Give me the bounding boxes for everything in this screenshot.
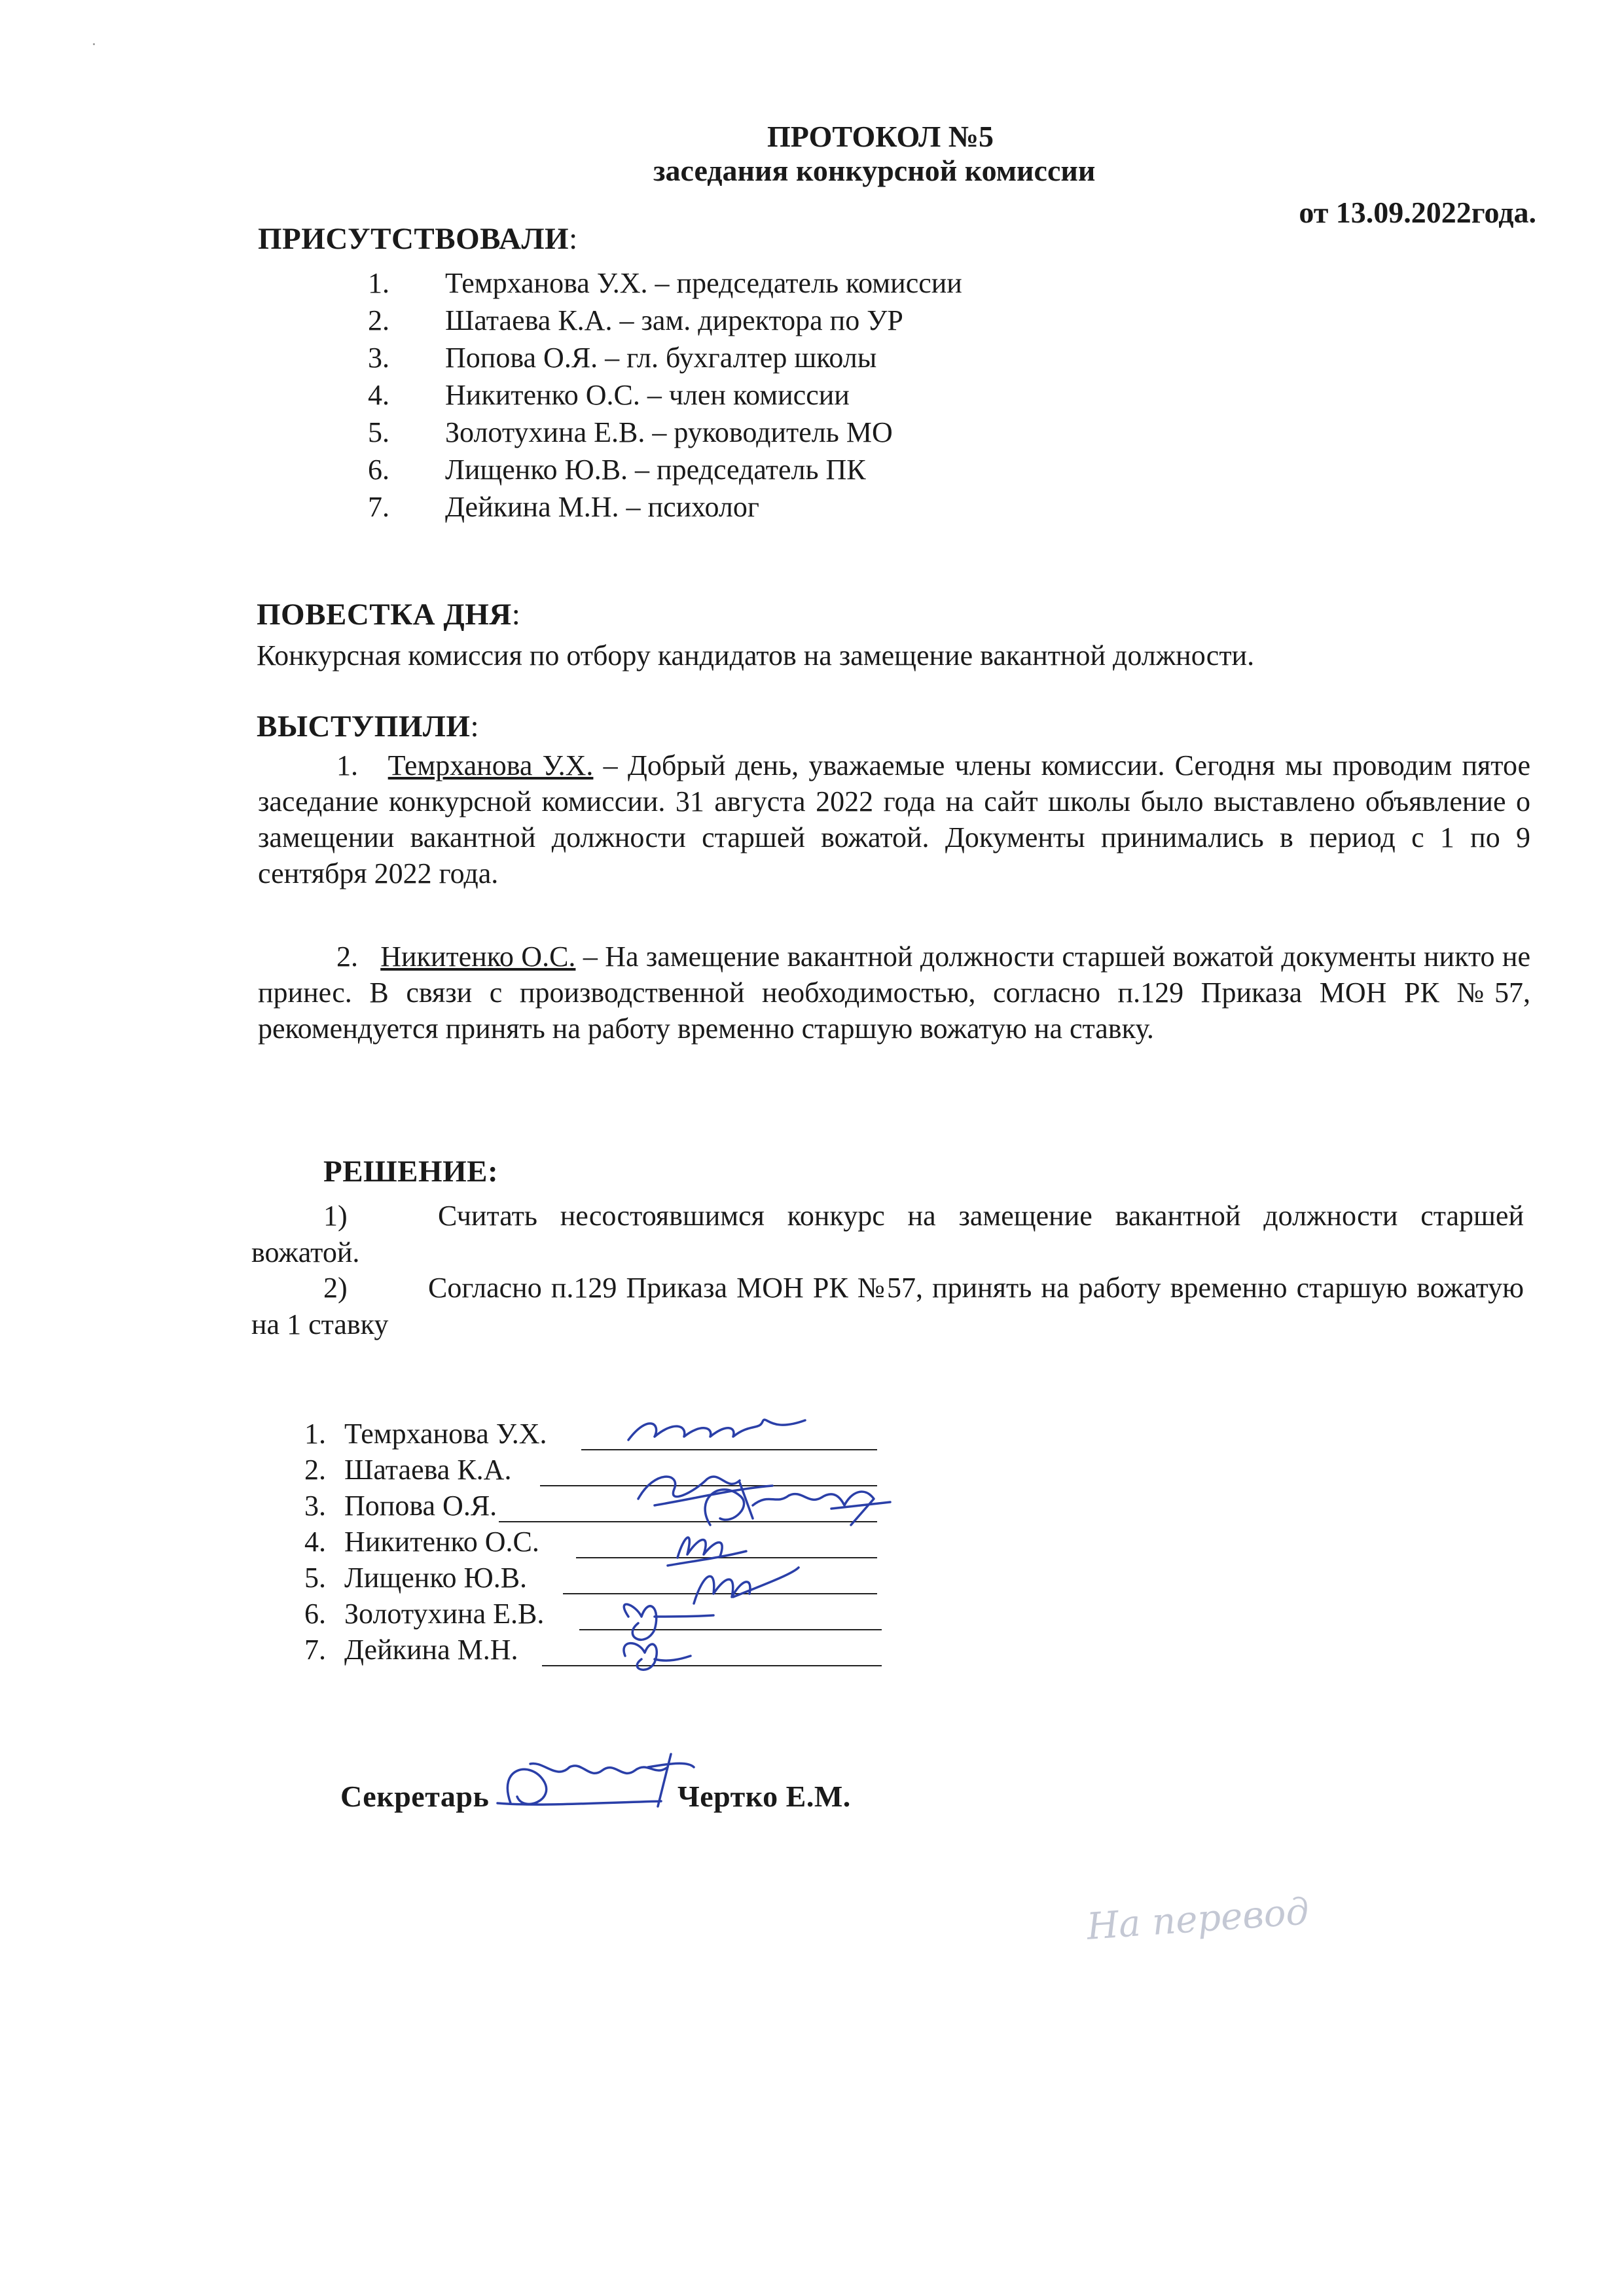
signature-name: Никитенко О.С. (344, 1526, 539, 1558)
agenda-text: Конкурсная комиссия по отбору кандидатов на замещение вакантной должности. (257, 639, 1255, 672)
agenda-heading-text: ПОВЕСТКА ДНЯ (257, 598, 512, 632)
present-item-text: Темрханова У.Х. – председатель комиссии (445, 267, 962, 299)
speaker-text: – Добрый день, уважаемые члены комиссии. Сегодня мы проводим пятое заседание конкурсной комиссии. 31 августа 2022 года на сайт школы было выставлено объявление о замещении вакантной должности старшей вожатой. Документы принимались в период с 1 по 9 сентября 2022 года. (258, 749, 1531, 889)
signature-scribble-7 (624, 1643, 691, 1670)
speakers-heading-colon: : (470, 709, 480, 744)
speaker-number: 2. (336, 941, 358, 973)
speaker-name: Никитенко О.С. (380, 941, 576, 973)
speaker-number: 1. (336, 749, 358, 781)
present-item-text: Золотухина Е.В. – руководитель МО (445, 416, 893, 448)
present-item-text: Попова О.Я. – гл. бухгалтер школы (445, 342, 877, 374)
speaker-name: Темрханова У.Х. (388, 749, 594, 781)
present-item-text: Лищенко Ю.В. – председатель ПК (445, 454, 866, 486)
handwritten-note: На перевод (1085, 1890, 1310, 1948)
signature-scribble-2 (638, 1477, 772, 1505)
signature-scribble-5 (694, 1568, 799, 1604)
signature-name: Шатаева К.А. (344, 1454, 512, 1486)
speakers-heading-text: ВЫСТУПИЛИ (257, 709, 471, 744)
present-item-number: 2. (368, 304, 389, 336)
signature-number: 2. (304, 1454, 326, 1486)
present-item-text: Никитенко О.С. – член комиссии (445, 379, 850, 411)
signature-number: 7. (304, 1634, 326, 1666)
signature-number: 6. (304, 1598, 326, 1630)
present-item-text: Шатаева К.А. – зам. директора по УР (445, 304, 903, 336)
decision-item-number: 1) (323, 1200, 348, 1232)
secretary-name: Чертко Е.М. (677, 1780, 851, 1813)
speaker-text: – На замещение вакантной должности старшей вожатой документы никто не принес. В связи с производственной необходимостью, согласно п.129 Приказа МОН РК №57, рекомендуется принять на работу временно старшую вожатую на ставку. (258, 941, 1530, 1045)
document-subtitle: заседания конкурсной комиссии (653, 154, 1096, 187)
decision-item-text: Согласно п.129 Приказа МОН РК №57, принять на работу временно старшую вожатую на 1 ставку (251, 1272, 1524, 1340)
present-heading-text: ПРИСУТСТВОВАЛИ (258, 222, 569, 256)
signature-name: Попова О.Я. (344, 1490, 497, 1522)
signature-scribble-6 (624, 1604, 713, 1640)
signature-number: 4. (304, 1526, 326, 1558)
signature-secretary (497, 1754, 694, 1806)
signature-scribble-1 (628, 1420, 805, 1440)
signature-number: 1. (304, 1418, 326, 1450)
signature-number: 3. (304, 1490, 326, 1522)
present-heading-colon: : (569, 222, 578, 256)
present-item-number: 5. (368, 416, 389, 448)
present-item-number: 4. (368, 379, 389, 411)
agenda-heading-colon: : (511, 598, 521, 632)
present-item-number: 1. (368, 267, 389, 299)
signature-scribble-3 (705, 1482, 890, 1525)
present-item-number: 3. (368, 342, 389, 374)
decision-item-text: Считать несостоявшимся конкурс на замещение вакантной должности старшей вожатой. (251, 1200, 1524, 1268)
document-title: ПРОТОКОЛ №5 (767, 120, 994, 153)
document-date: от 13.09.2022года. (1299, 196, 1536, 229)
signature-number: 5. (304, 1562, 326, 1594)
present-item-number: 6. (368, 454, 389, 486)
decision-item-number: 2) (323, 1272, 348, 1304)
signature-name: Золотухина Е.В. (344, 1598, 545, 1630)
present-item-number: 7. (368, 491, 389, 523)
signature-name: Лищенко Ю.В. (344, 1562, 528, 1594)
signature-name: Дейкина М.Н. (344, 1634, 518, 1666)
secretary-label: Секретарь (340, 1780, 490, 1813)
decision-heading: РЕШЕНИЕ: (323, 1155, 499, 1189)
signature-scribble-4 (668, 1537, 746, 1566)
signature-name: Темрханова У.Х. (344, 1418, 547, 1450)
present-item-text: Дейкина М.Н. – психолог (445, 491, 759, 523)
